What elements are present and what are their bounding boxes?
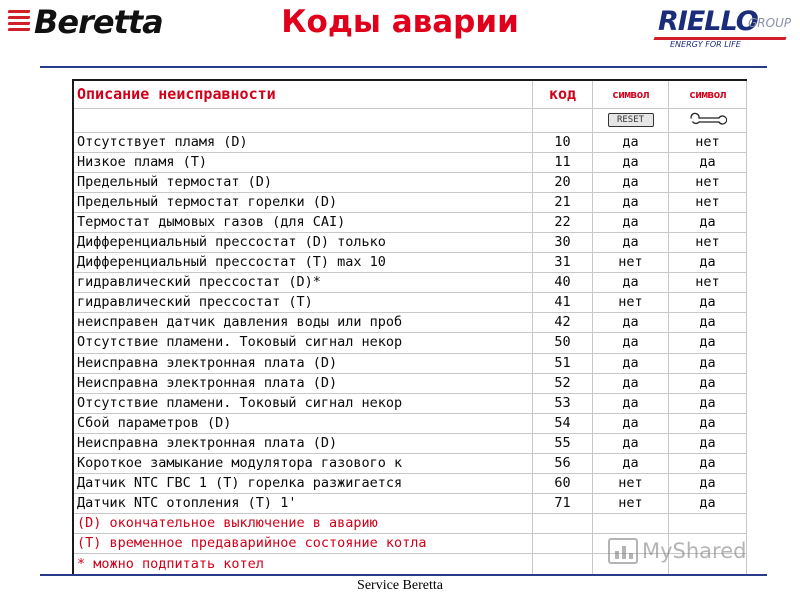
- row-symbol-1: да: [593, 132, 669, 152]
- row-symbol-2: да: [669, 152, 747, 172]
- row-code: 52: [533, 373, 593, 393]
- page-title: Коды аварии: [281, 4, 519, 40]
- row-description: Короткое замыкание модулятора газового к: [73, 454, 533, 474]
- footer-text: Service Beretta: [357, 578, 443, 593]
- row-symbol-1: да: [593, 333, 669, 353]
- row-description: Дифференциальный прессостат (T) max 10: [73, 253, 533, 273]
- table-row: [73, 373, 747, 393]
- row-symbol-2: да: [669, 454, 747, 474]
- watermark-text: MyShared: [642, 539, 747, 563]
- row-symbol-1: нет: [593, 293, 669, 313]
- row-symbol-1: да: [593, 373, 669, 393]
- row-code: 42: [533, 313, 593, 333]
- riello-logo: [652, 6, 792, 50]
- row-description: Неисправна электронная плата (D): [73, 373, 533, 393]
- row-code: 71: [533, 494, 593, 514]
- riello-logo-text: RIELLO: [658, 6, 758, 37]
- row-symbol-1: да: [593, 433, 669, 453]
- row-symbol-2: да: [669, 253, 747, 273]
- row-code: 22: [533, 212, 593, 232]
- row-description: Отсутствие пламени. Токовый сигнал некор: [73, 393, 533, 413]
- row-code: 31: [533, 253, 593, 273]
- error-codes-table: [72, 79, 747, 575]
- row-symbol-2: нет: [669, 132, 747, 152]
- legend-note: * можно подпитать котел: [73, 554, 533, 574]
- row-description: гидравлический прессостат (T): [73, 293, 533, 313]
- row-symbol-1: да: [593, 393, 669, 413]
- row-code: 30: [533, 232, 593, 252]
- table-left-border: [72, 79, 74, 574]
- row-description: Неисправна электронная плата (D): [73, 353, 533, 373]
- riello-slogan: ENERGY FOR LIFE: [670, 40, 741, 49]
- row-code: 56: [533, 454, 593, 474]
- row-code: 40: [533, 273, 593, 293]
- row-symbol-1: да: [593, 212, 669, 232]
- row-code: 54: [533, 413, 593, 433]
- bottom-divider: [40, 574, 767, 576]
- row-description: Датчик NTC ГВС 1 (T) горелка разжигается: [73, 474, 533, 494]
- table-row: [73, 132, 747, 152]
- table-row: [73, 273, 747, 293]
- table-row: [73, 454, 747, 474]
- table-icons-row: [73, 108, 747, 132]
- row-description: Предельный термостат горелки (D): [73, 192, 533, 212]
- row-symbol-2: да: [669, 474, 747, 494]
- row-description: Неисправна электронная плата (D): [73, 433, 533, 453]
- table-row: [73, 353, 747, 373]
- row-description: неисправен датчик давления воды или проб: [73, 313, 533, 333]
- row-symbol-1: да: [593, 454, 669, 474]
- row-symbol-2: нет: [669, 232, 747, 252]
- wrench-icon: [688, 112, 728, 128]
- header-symbol-1: символ: [593, 80, 669, 108]
- row-description: Предельный термостат (D): [73, 172, 533, 192]
- row-code: 21: [533, 192, 593, 212]
- table-row: [73, 393, 747, 413]
- table-row: [73, 333, 747, 353]
- row-symbol-1: да: [593, 152, 669, 172]
- table-row: [73, 192, 747, 212]
- row-symbol-1: да: [593, 192, 669, 212]
- row-code: 11: [533, 152, 593, 172]
- reset-button-icon: RESET: [608, 113, 654, 127]
- header-description: Описание неисправности: [73, 80, 533, 108]
- row-symbol-2: да: [669, 353, 747, 373]
- row-description: гидравлический прессостат (D)*: [73, 273, 533, 293]
- row-description: Низкое пламя (T): [73, 152, 533, 172]
- row-code: 10: [533, 132, 593, 152]
- table-row: [73, 212, 747, 232]
- table-row: [73, 413, 747, 433]
- row-description: Термостат дымовых газов (для CAI): [73, 212, 533, 232]
- row-symbol-2: да: [669, 313, 747, 333]
- myshared-watermark: [608, 538, 746, 564]
- legend-note: (T) временное предаварийное состояние котла: [73, 534, 533, 554]
- beretta-logo-text: Beretta: [34, 3, 163, 41]
- row-description: Отсутствует пламя (D): [73, 132, 533, 152]
- row-description: Сбой параметров (D): [73, 413, 533, 433]
- row-symbol-2: да: [669, 373, 747, 393]
- table-row: [73, 172, 747, 192]
- riello-group-text: GROUP: [748, 16, 792, 30]
- row-symbol-2: да: [669, 413, 747, 433]
- row-symbol-2: нет: [669, 273, 747, 293]
- table-note-row: [73, 514, 747, 534]
- row-symbol-1: да: [593, 313, 669, 333]
- header-code: код: [533, 80, 593, 108]
- row-symbol-2: да: [669, 212, 747, 232]
- row-code: 53: [533, 393, 593, 413]
- row-symbol-1: да: [593, 413, 669, 433]
- row-symbol-1: нет: [593, 494, 669, 514]
- row-code: 55: [533, 433, 593, 453]
- header-symbol-2: символ: [669, 80, 747, 108]
- row-symbol-2: нет: [669, 172, 747, 192]
- table-row: [73, 474, 747, 494]
- row-code: 50: [533, 333, 593, 353]
- row-symbol-2: да: [669, 393, 747, 413]
- row-symbol-2: нет: [669, 192, 747, 212]
- row-code: 20: [533, 172, 593, 192]
- row-symbol-1: нет: [593, 253, 669, 273]
- row-symbol-1: да: [593, 172, 669, 192]
- row-symbol-1: нет: [593, 474, 669, 494]
- row-description: Отсутствие пламени. Токовый сигнал некор: [73, 333, 533, 353]
- presentation-icon: [608, 538, 638, 564]
- table-row: [73, 293, 747, 313]
- table-header-row: [73, 80, 747, 108]
- row-symbol-1: да: [593, 353, 669, 373]
- row-code: 60: [533, 474, 593, 494]
- table-row: [73, 253, 747, 273]
- row-symbol-1: да: [593, 232, 669, 252]
- row-symbol-1: да: [593, 273, 669, 293]
- row-code: 41: [533, 293, 593, 313]
- table-row: [73, 152, 747, 172]
- row-description: Дифференциальный прессостат (D) только: [73, 232, 533, 252]
- table-row: [73, 494, 747, 514]
- table-row: [73, 433, 747, 453]
- table-row: [73, 313, 747, 333]
- row-symbol-2: да: [669, 433, 747, 453]
- top-divider: [40, 66, 767, 68]
- legend-note: (D) окончательное выключение в аварию: [73, 514, 533, 534]
- row-symbol-2: да: [669, 494, 747, 514]
- row-code: 51: [533, 353, 593, 373]
- row-description: Датчик NTC отопления (T) 1': [73, 494, 533, 514]
- row-symbol-2: да: [669, 293, 747, 313]
- table-row: [73, 232, 747, 252]
- row-symbol-2: да: [669, 333, 747, 353]
